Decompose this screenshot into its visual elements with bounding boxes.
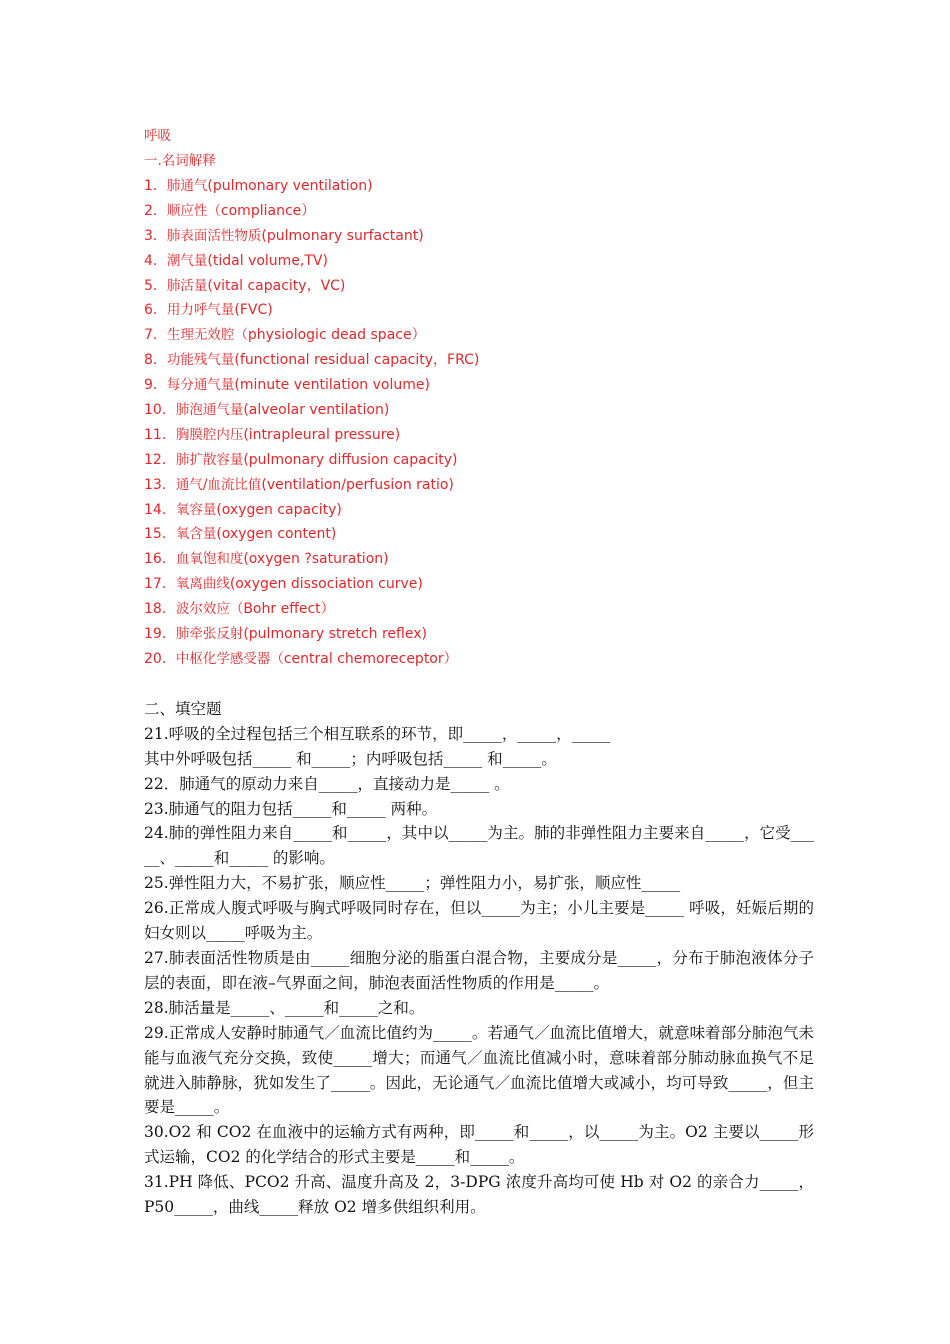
term-chinese: 潮气量 [166,252,208,269]
term-number: 19． [144,626,176,643]
term-item [144,249,814,274]
question-item: 25.弹性阻力大，不易扩张，顺应性_____；弹性阻力小，易扩张，顺应性_____ [144,874,681,893]
term-chinese: 氧容量 [175,501,217,518]
term-number: 8． [144,352,167,369]
term-english: (oxygen content) [216,526,337,543]
document-title: 呼吸 [144,128,171,144]
term-number: 7． [144,327,167,344]
question-item: 31.PH 降低、PCO2 升高、温度升高及 2，3-DPG 浓度升高均可使 Hb 对 O2 的亲合力_____，P50_____，曲线_____释放 O2 增多供组织利用。 [144,1173,814,1217]
term-english: (oxygen ?saturation) [243,551,389,568]
document-page [144,124,814,1220]
question-item: 24.肺的弹性阻力来自_____和_____，其中以_____为主。肺的非弹性阻力主要来自_____，它受_____、_____和_____ 的影响。 [144,824,814,868]
term-chinese: 肺活量 [166,277,208,294]
term-english: (oxygen capacity) [216,501,342,518]
term-english: (oxygen dissociation curve) [229,576,423,593]
term-chinese: 用力呼气量 [166,302,235,319]
term-number: 15． [144,526,176,543]
term-chinese: 氧含量 [175,526,217,543]
question-item: 27.肺表面活性物质是由_____细胞分泌的脂蛋白混合物，主要成分是_____，分布于肺泡液体分子层的表面，即在液–气界面之间，肺泡表面活性物质的作用是_____。 [144,948,814,992]
term-english: central chemoreceptor） [283,650,458,667]
term-chinese: 顺应性（ [166,202,221,219]
term-item [144,323,814,348]
question-item: 22．肺通气的原动力来自_____，直接动力是_____ 。 [144,774,510,793]
term-chinese: 功能残气量 [166,352,235,369]
term-item [144,174,814,199]
term-list [144,174,814,672]
question-item: 29.正常成人安静时肺通气／血流比值约为_____。若通气／血流比值增大，就意味着部分肺泡气未能与血液气充分交换，致使_____增大；而通气／血流比值减小时，意味着部分肺动脉血换气不足就进入肺静脉，犹如发生了_____。因此，无论通气／血流比值增大或减小，均可导致_____，但主要是_____。 [144,1023,814,1117]
term-english: (FVC) [234,302,273,319]
term-item [144,448,814,473]
term-item [144,522,814,547]
term-item [144,373,814,398]
term-english: (intrapleural pressure) [243,426,401,443]
term-item [144,547,814,572]
term-number: 18． [144,601,176,618]
term-item [144,274,814,299]
term-number: 13． [144,476,176,493]
question-item: 其中外呼吸包括_____ 和_____；内呼吸包括_____ 和_____。 [144,749,557,768]
term-item [144,622,814,647]
term-number: 11． [144,426,176,443]
term-english: (pulmonary surfactant) [261,227,424,244]
term-chinese: 肺表面活性物质 [166,227,262,244]
term-number: 20． [144,650,176,667]
term-item [144,597,814,622]
term-chinese: 中枢化学感受器（ [175,650,284,667]
term-item [144,224,814,249]
term-english: (alveolar ventilation) [243,402,390,419]
term-english: physiologic dead space） [247,327,426,344]
term-item [144,298,814,323]
section-heading-fill-blank: 二、填空题 [144,699,222,718]
term-english: (functional residual capacity，FRC) [234,352,480,369]
term-chinese: 生理无效腔（ [166,327,248,344]
term-english: (ventilation/perfusion ratio) [261,476,454,493]
term-number: 5． [144,277,167,294]
term-number: 4． [144,252,167,269]
question-item: 26.正常成人腹式呼吸与胸式呼吸同时存在，但以_____为主；小儿主要是_____ 呼吸，妊娠后期的妇女则以_____呼吸为主。 [144,899,814,943]
term-number: 16． [144,551,176,568]
term-english: (minute ventilation volume) [234,377,430,394]
term-english: (vital capacity，VC) [207,277,346,294]
term-number: 3． [144,227,167,244]
term-chinese: 氧离曲线 [175,576,230,593]
term-english: (pulmonary ventilation) [207,178,373,194]
term-number: 12． [144,451,176,468]
question-item: 30.O2 和 CO2 在血液中的运输方式有两种，即_____和_____，以_____为主。O2 主要以_____形式运输，CO2 的化学结合的形式主要是_____和_____。 [144,1123,814,1167]
term-number: 17． [144,576,176,593]
question-list [144,722,814,1220]
term-chinese: 波尔效应（ [175,601,244,618]
term-number: 9． [144,377,167,394]
term-english: Bohr effect） [243,601,335,618]
term-english: (pulmonary stretch reflex) [243,626,427,643]
term-item [144,423,814,448]
term-english: compliance） [220,202,316,219]
term-item [144,498,814,523]
term-item [144,348,814,373]
term-chinese: 血氧饱和度 [175,551,244,568]
term-chinese: 肺牵张反射 [175,626,244,643]
term-chinese: 肺泡通气量 [175,402,244,419]
term-number: 2． [144,202,167,219]
term-english: (tidal volume,TV) [207,252,328,269]
term-chinese: 肺扩散容量 [175,451,244,468]
question-item: 28.肺活量是_____、_____和_____之和。 [144,998,425,1017]
term-item [144,199,814,224]
blank-line [144,672,814,697]
term-chinese: 通气/血流比值 [175,476,262,493]
term-number: 1． [144,178,167,194]
term-number: 6． [144,302,167,319]
term-chinese: 胸膜腔内压 [175,426,244,443]
term-number: 10． [144,402,176,419]
term-item [144,572,814,597]
question-item: 21.呼吸的全过程包括三个相互联系的环节，即_____，_____，_____ [144,724,611,743]
term-item [144,398,814,423]
section-heading-definitions: 一.名词解释 [144,153,216,169]
term-chinese: 每分通气量 [166,377,235,394]
question-item: 23.肺通气的阻力包括_____和_____ 两种。 [144,799,438,818]
term-item [144,473,814,498]
term-english: (pulmonary diffusion capacity) [243,451,458,468]
term-item [144,647,814,672]
term-chinese: 肺通气 [166,178,208,194]
term-number: 14． [144,501,176,518]
